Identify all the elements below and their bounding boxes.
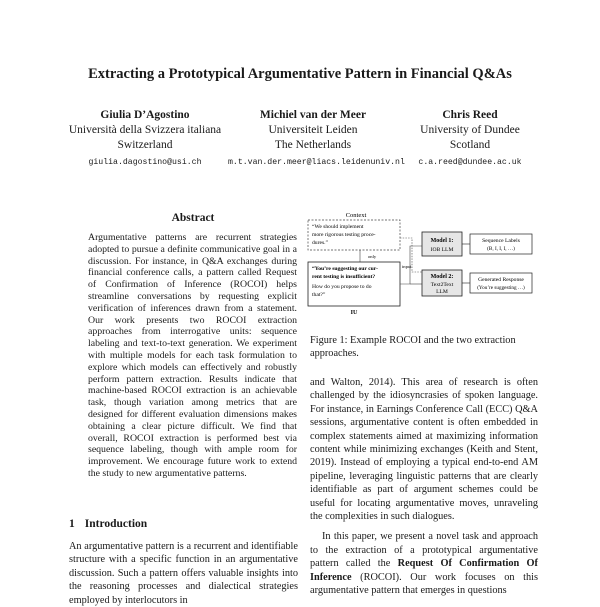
iu-label: IU xyxy=(350,310,358,316)
model-2-subtitle: LLM xyxy=(436,289,448,295)
right-column xyxy=(310,376,538,605)
model-1-title: Model 1: xyxy=(430,238,454,244)
author-block xyxy=(380,108,560,170)
author-name: Michiel van der Meer xyxy=(259,109,367,121)
model-1-subtitle: IOB LLM xyxy=(430,247,454,253)
body-text: (ROCOI). Our work focuses on this argumentative pattern that emerges in questions xyxy=(310,571,538,597)
intro-paragraph: An argumentative pattern is a recurrent and identifiable structure with a specific function in an argumentative discussion. Such a pattern offers valuable insights into the reasoning processes and dialectical strategies employed by interlocutors in xyxy=(69,541,298,606)
body-paragraph: and Walton, 2014). This area of research is often challenged by the idiosyncrasies of spoken language. For instance, in Earnings Conference Call (ECC) Q&A sessions, argumentative content is often embedded in complex statements aimed at maximizing information content while minimizing exchanges (Keith and Stent, 2019). Instead of employing a typical end-to-end AM pipeline, leveraging linguistic patterns that are clearly identifiable as part of argument schemes could be useful for locating argumentative moves, unraveling the complexities in such dialogues. xyxy=(310,377,538,523)
author-country: Scotland xyxy=(449,139,491,151)
abstract-heading: Abstract xyxy=(171,212,215,224)
abstract-text: Argumentative patterns are recurrent strategies adopted to pursue a definite communicative goal in a discussion. For instance, in Q&A exchanges during financial conference calls, a pattern called Request of Confirmation of Inference (ROCOI) helps streamline conversations by requesting explicit verification of inferences drawn from a statement. Our work presents two ROCOI extraction approaches from interrogative units: sequence labeling and text-to-text generation. We experiment with multiple models for each task formulation to explore which models can effectively and robustly perform pattern extraction. Results indicate that machine-based ROCOI extraction is an achievable task, though variation among metrics that are designed for different evaluation dimensions makes obtaining a clear picture difficult. We find that overall, ROCOI extraction is performed best via sequence labeling, though with ample room for improvement. We encourage future work to extend the study to new argumentative patterns. xyxy=(88,232,297,479)
figure-caption: Figure 1: Example ROCOI and the two extraction approaches. xyxy=(310,335,516,360)
author-affiliation: Universiteit Leiden xyxy=(268,124,358,136)
output-2-title: Generated Response xyxy=(478,277,524,283)
input-label: input xyxy=(402,264,412,269)
author-email: m.t.van.der.meer@liacs.leidenuniv.nl xyxy=(228,158,405,167)
model-2-subtitle: Text2Text xyxy=(430,282,454,288)
iu-line: “You’re suggesting our cur- xyxy=(312,266,378,272)
context-line: more rigorous testing proce- xyxy=(312,232,376,238)
model-2-title: Model 2: xyxy=(430,274,454,280)
body-paragraph xyxy=(310,530,538,597)
author-block xyxy=(50,108,240,170)
section-title: Introduction xyxy=(84,518,148,530)
author-email: c.a.reed@dundee.ac.uk xyxy=(418,158,522,167)
output-1-subtitle: (B, I, I, I, …) xyxy=(487,246,515,252)
output-1-title: Sequence Labels xyxy=(482,238,520,244)
author-country: Switzerland xyxy=(117,139,173,151)
pattern-name: Request Of Confirmation Of Inference xyxy=(310,558,538,583)
author-affiliation: University of Dundee xyxy=(420,124,520,136)
output-2-subtitle: (You’re suggesting …) xyxy=(477,285,525,291)
section-heading xyxy=(69,518,147,530)
author-name: Giulia D’Agostino xyxy=(100,109,190,121)
body-text: In this paper, we present a novel task and approach to the extraction of a prototypical argumentative pattern called the xyxy=(310,531,538,570)
author-country: The Netherlands xyxy=(274,139,352,151)
iu-line: rent testing is insufficient? xyxy=(312,274,376,280)
paper-title: Extracting a Prototypical Argumentative Pattern in Financial Q&As xyxy=(88,66,512,82)
author-name: Chris Reed xyxy=(442,109,498,121)
context-line: “We should implement xyxy=(312,224,364,230)
author-block xyxy=(228,108,405,170)
context-line: dures.” xyxy=(312,240,328,246)
figure-diagram xyxy=(304,210,536,324)
iu-line: that?” xyxy=(312,292,326,298)
author-email: giulia.dagostino@usi.ch xyxy=(88,158,202,167)
section-number: 1 xyxy=(69,518,75,530)
author-affiliation: Università della Svizzera italiana xyxy=(68,124,222,136)
context-label: Context xyxy=(345,212,367,219)
iu-line: How do you propose to do xyxy=(312,284,372,290)
only-label: only xyxy=(368,254,377,259)
